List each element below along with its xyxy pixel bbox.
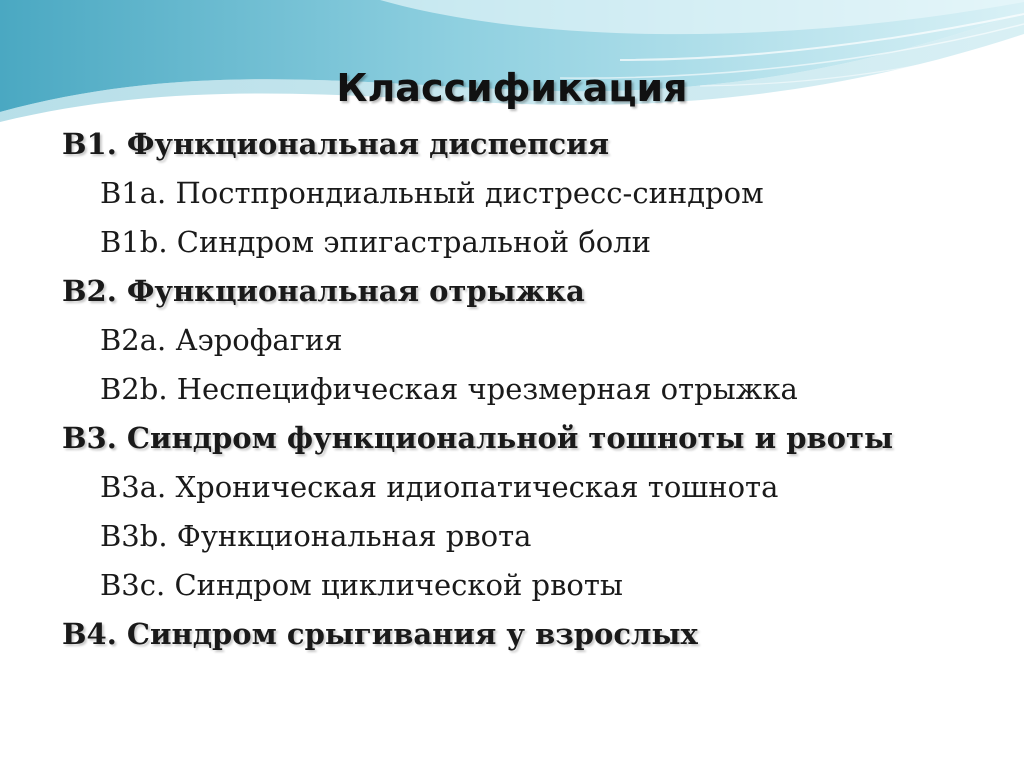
outline-subitem: B2a. Аэрофагия [100, 323, 343, 357]
outline-heading: B1. Функциональная диспепсия [62, 127, 610, 161]
outline-subitem: B2b. Неспецифическая чрезмерная отрыжка [100, 372, 798, 406]
slide-title: Классификация [336, 66, 688, 110]
classification-outline [0, 120, 1024, 659]
outline-heading: B4. Синдром срыгивания у взрослых [62, 617, 698, 651]
outline-subitem: B1a. Постпрондиальный дистресс-синдром [100, 176, 764, 210]
outline-subitem: B3c. Синдром циклической рвоты [100, 568, 623, 602]
outline-heading: B3. Синдром функциональной тошноты и рвоты [62, 421, 894, 455]
outline-heading: B2. Функциональная отрыжка [62, 274, 585, 308]
outline-subitem: B3a. Хроническая идиопатическая тошнота [100, 470, 779, 504]
outline-subitem: B1b. Синдром эпигастральной боли [100, 225, 651, 259]
outline-subitem: B3b. Функциональная рвота [100, 519, 532, 553]
